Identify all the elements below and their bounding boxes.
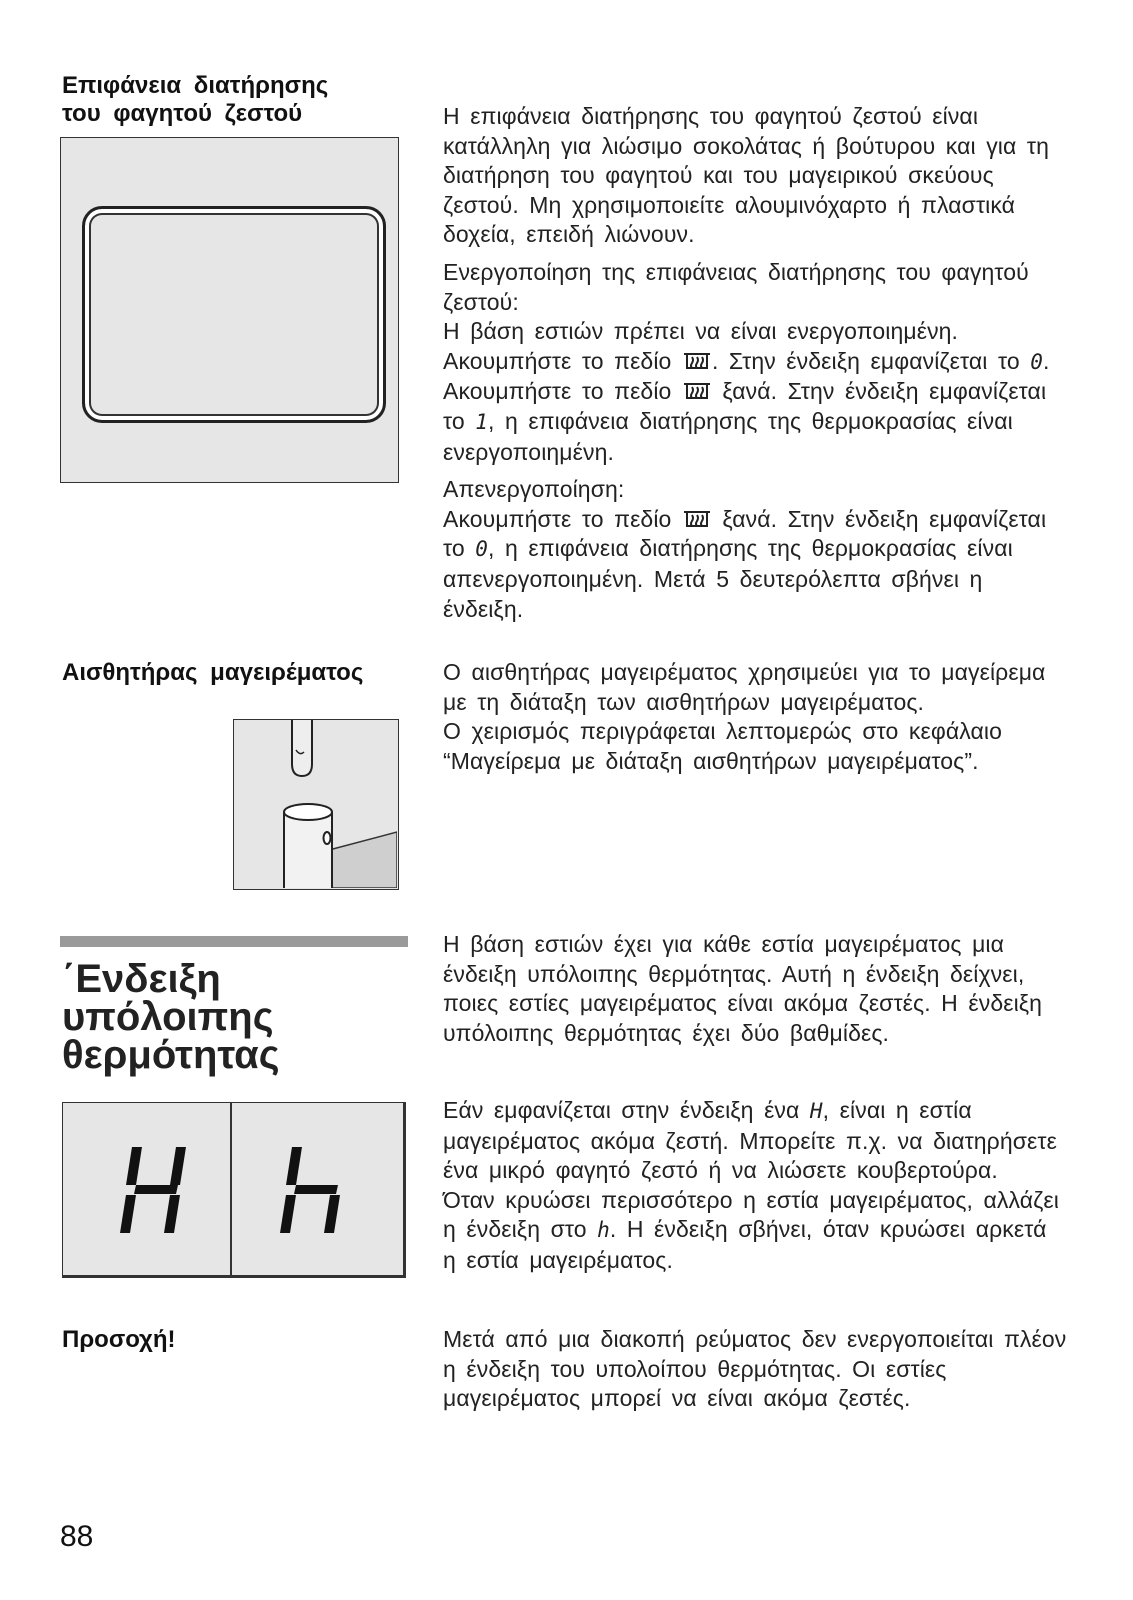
display-H: H bbox=[809, 1099, 823, 1123]
residual-heat-intro: Η βάση εστιών έχει για κάθε εστία μαγειρέματος μια ένδειξη υπόλοιπης θερμότητας. Αυτή η ένδειξη δείχνει, ποιες εστίες μαγειρέματος είναι ακόμα ζεστές. Η ένδειξη υπόλοιπης θερμότητας έχει δύο βαθμίδες. bbox=[443, 931, 1043, 1046]
residual-heat-p1: Εάν εμφανίζεται στην ένδειξη ένα H, είναι η εστία μαγειρέματος ακόμα ζεστή. Μπορείτε π.χ. να διατηρήσετε ένα μικρό φαγητό ζεστό ή να λιώσετε κουβερτούρα. bbox=[443, 1097, 1057, 1184]
cooking-sensor-text bbox=[443, 658, 1068, 776]
residual-heat-h-icon bbox=[278, 1145, 358, 1235]
warming-plate-icon bbox=[682, 378, 712, 402]
title-line: ΄Ενδειξη bbox=[62, 957, 221, 1001]
residual-heat-display bbox=[62, 1102, 406, 1278]
cooking-sensor-drawing bbox=[234, 720, 397, 888]
warming-plate-intro: Η επιφάνεια διατήρησης του φαγητού ζεστού είναι κατάλληλη για λιώσιμο σοκολάτας ή βούτυρου και για τη διατήρηση του φαγητού και του μαγειρικού σκεύους ζεστού. Μη χρησιμοποιείτε αλουμινόχαρτο ή πλαστικά δοχεία, επειδή λιώνουν. bbox=[443, 103, 1049, 248]
cooking-sensor-heading: Αισθητήρας μαγειρέματος bbox=[62, 659, 364, 686]
heading-line: Επιφάνεια διατήρησης bbox=[62, 72, 329, 99]
display-divider bbox=[230, 1103, 232, 1276]
warming-plate-heading bbox=[62, 72, 402, 128]
activate-line: Η βάση εστιών πρέπει να είναι ενεργοποιημένη. bbox=[443, 318, 959, 345]
cooking-sensor-illustration bbox=[233, 719, 399, 890]
warming-plate-icon bbox=[682, 506, 712, 530]
section-divider bbox=[60, 936, 408, 947]
warming-plate-surface bbox=[82, 206, 386, 423]
residual-heat-text bbox=[443, 1096, 1068, 1276]
residual-heat-title bbox=[62, 957, 402, 1077]
warming-plate-text bbox=[443, 102, 1068, 624]
page-number: 88 bbox=[60, 1520, 94, 1553]
residual-heat-p2: Όταν κρυώσει περισσότερο η εστία μαγειρέματος, αλλάζει η ένδειξη στο h. Η ένδειξη σβήνει, όταν κρυώσει αρκετά η εστία μαγειρέματος. bbox=[443, 1186, 1059, 1273]
deactivate-title: Απενεργοποίηση: bbox=[443, 476, 625, 503]
caution-text: Μετά από μια διακοπή ρεύματος δεν ενεργοποιείται πλέον η ένδειξη του υπολοίπου θερμότητας. Οι εστίες μαγειρέματος μπορεί να είναι ακόμα ζεστές. bbox=[443, 1326, 1067, 1412]
activate-instructions: Ακουμπήστε το πεδίο . Στην ένδειξη εμφανίζεται το 0. Ακουμπήστε το πεδίο ξανά. Στην ένδειξη εμφανίζεται το 1, η επιφάνεια διατήρησης της θερμοκρασίας είναι ενεργοποιημένη. bbox=[443, 347, 1050, 465]
display-zero: 0 bbox=[1030, 349, 1043, 374]
cooking-sensor-text1: Ο αισθητήρας μαγειρέματος χρησιμεύει για το μαγείρεμα με τη διάταξη των αισθητήρων μαγειρέματος. bbox=[443, 659, 1046, 715]
heading-line: του φαγητού ζεστού bbox=[62, 100, 303, 127]
deactivate-instructions: Ακουμπήστε το πεδίο ξανά. Στην ένδειξη εμφανίζεται το 0, η επιφάνεια διατήρησης της θερμοκρασίας είναι απενεργοποιημένη. Μετά 5 δευτερόλεπτα σβήνει η ένδειξη. bbox=[443, 505, 1047, 622]
warming-plate-illustration bbox=[60, 137, 399, 483]
cooking-sensor-text2: Ο χειρισμός περιγράφεται λεπτομερώς στο κεφάλαιο “Μαγείρεμα με διάταξη αισθητήρων μαγειρέματος”. bbox=[443, 718, 1002, 774]
title-line: υπόλοιπης bbox=[62, 995, 274, 1039]
caution-heading: Προσοχή! bbox=[62, 1326, 176, 1353]
display-h: h bbox=[597, 1218, 610, 1243]
residual-heat-H-icon bbox=[118, 1145, 198, 1235]
title-line: θερμότητας bbox=[62, 1033, 280, 1077]
activate-title: Ενεργοποίηση της επιφάνειας διατήρησης του φαγητού ζεστού: bbox=[443, 258, 1029, 315]
display-one: 1 bbox=[475, 409, 488, 434]
display-zero: 0 bbox=[475, 537, 488, 562]
warming-plate-icon bbox=[682, 348, 712, 372]
